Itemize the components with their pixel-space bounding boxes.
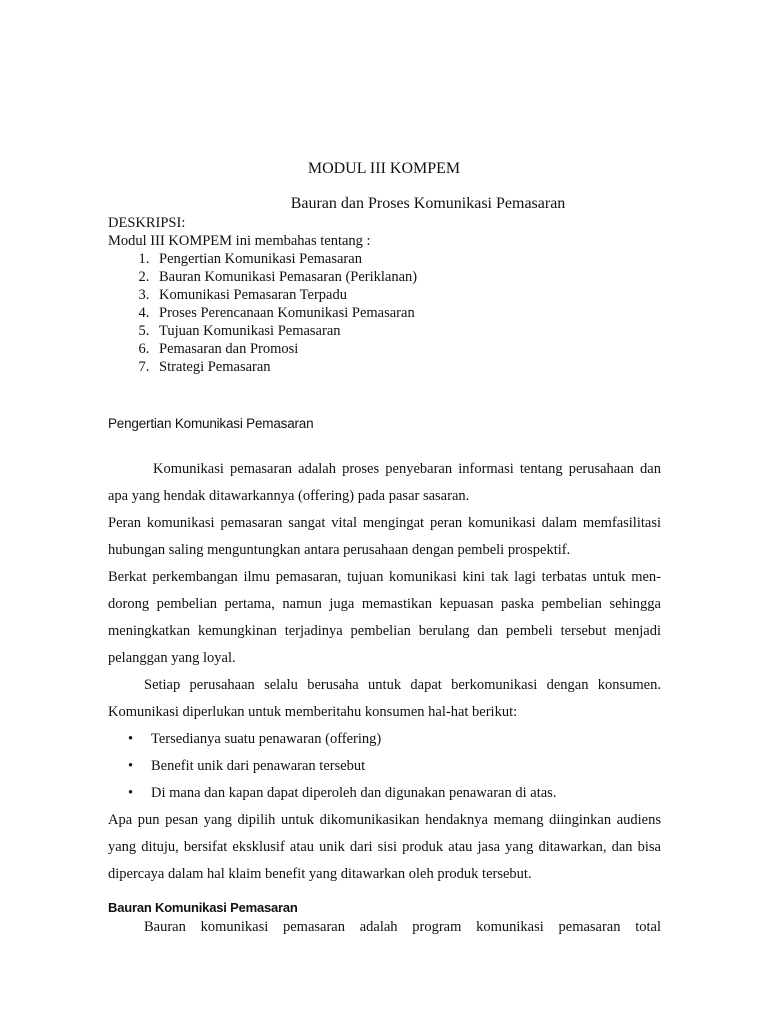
bullet-icon: • — [128, 785, 134, 801]
topic-item: 5. Tujuan Komunikasi Pemasaran — [153, 322, 708, 340]
bullet-item — [128, 753, 661, 780]
description-block — [108, 214, 708, 376]
section-body-pengertian — [108, 456, 661, 888]
bullet-item — [128, 780, 661, 807]
description-intro: Modul III KOMPEM ini membahas tentang : — [108, 233, 371, 249]
paragraph: Peran komunikasi pemasaran sangat vital mengingat peran komunikasi dalam memfasilitasi hubungan saling menguntungkan antara perusahaan dengan pembeli prospektif. — [108, 515, 661, 558]
section-heading-pengertian: Pengertian Komunikasi Pemasaran — [108, 416, 314, 431]
description-label: DESKRIPSI: — [108, 215, 186, 231]
bullet-list — [108, 726, 661, 807]
bullet-icon: • — [128, 731, 134, 747]
page-title: MODUL III KOMPEM — [307, 160, 461, 177]
topic-item: 2. Bauran Komunikasi Pemasaran (Periklanan) — [153, 268, 708, 286]
bullet-text: Benefit unik dari penawaran tersebut — [151, 758, 366, 774]
topic-item: 4. Proses Perencanaan Komunikasi Pemasaran — [153, 304, 708, 322]
paragraph: Komunikasi pemasaran adalah proses penyebaran informasi tentang perusahaan dan apa yang hendak ditawarkannya (offering) pada pasar sasaran. — [108, 461, 661, 504]
topic-list — [108, 250, 708, 376]
bullet-text: Tersedianya suatu penawaran (offering) — [151, 731, 382, 747]
paragraph: Berkat perkembangan ilmu pemasaran, tujuan komunikasi kini tak lagi terbatas untuk men-dorong pembelian pertama, namun juga memastikan kepuasan paska pembelian sehingga meningkatkan kemungkinan terjadinya pembelian berulang dan pembeli tersebut menjadi pelanggan yang loyal. — [108, 569, 661, 666]
bullet-item — [128, 726, 661, 753]
section-heading-bauran: Bauran Komunikasi Pemasaran — [108, 900, 298, 915]
bullet-text: Di mana dan kapan dapat diperoleh dan digunakan penawaran di atas. — [151, 785, 557, 801]
topic-item: 3. Komunikasi Pemasaran Terpadu — [153, 286, 708, 304]
topic-item: 1. Pengertian Komunikasi Pemasaran — [153, 250, 708, 268]
paragraph: Setiap perusahaan selalu berusaha untuk dapat berkomunikasi dengan konsumen. Komunikasi diperlukan untuk memberitahu konsumen hal-hat berikut: — [108, 677, 661, 720]
topic-item: 7. Strategi Pemasaran — [153, 358, 708, 376]
paragraph: Bauran komunikasi pemasaran adalah program komunikasi pemasaran total — [144, 919, 661, 935]
topic-item: 6. Pemasaran dan Promosi — [153, 340, 708, 358]
bullet-icon: • — [128, 758, 134, 774]
page-subtitle: Bauran dan Proses Komunikasi Pemasaran — [290, 195, 566, 212]
paragraph: Apa pun pesan yang dipilih untuk dikomunikasikan hendaknya memang diinginkan audiens yang dituju, bersifat eksklusif atau unik dari sisi produk atau jasa yang ditawarkan, dan bisa dipercaya dalam hal klaim benefit yang ditawarkan oleh produk tersebut. — [108, 812, 661, 882]
